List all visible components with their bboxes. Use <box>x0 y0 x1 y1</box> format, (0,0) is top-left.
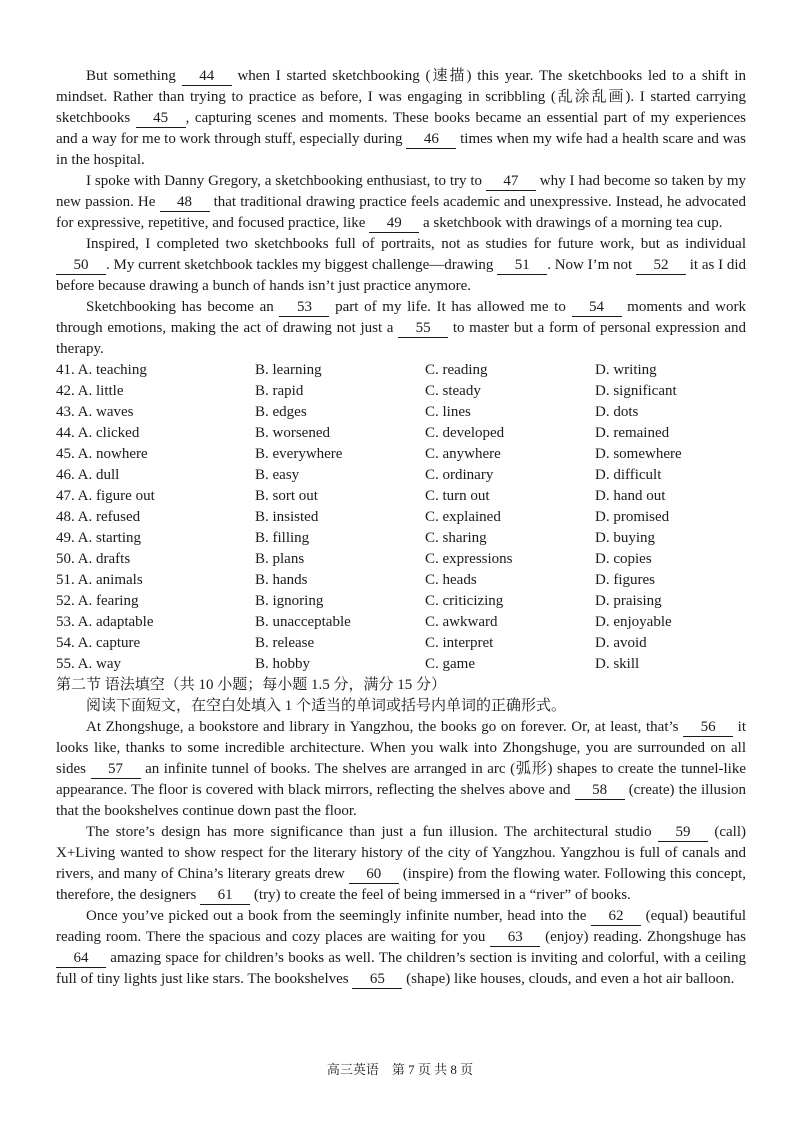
option-53-c: C. awkward <box>425 614 498 630</box>
option-50-d: D. copies <box>595 551 652 567</box>
passage-text: , capturing scenes and moments. These books became an essential part of my experiences and a way for me to work through stuff, especially during <box>56 110 746 147</box>
option-54-b: B. release <box>255 635 315 651</box>
option-47-a: 47. A. figure out <box>56 488 155 504</box>
option-50-b: B. plans <box>255 551 305 567</box>
passage-text: it looks like, thanks to some incredible architecture. When you walk into Zhongshuge, you are surrounded on all sides <box>56 719 747 777</box>
option-54-a: 54. A. capture <box>56 635 141 651</box>
option-41-c: C. reading <box>425 362 488 378</box>
passage-text: a sketchbook with drawings of a morning tea cup. <box>419 215 723 231</box>
cloze-blank-49: 49 <box>369 215 419 233</box>
option-46-a: 46. A. dull <box>56 467 120 483</box>
cloze-options <box>56 360 746 675</box>
option-row-54 <box>56 633 746 654</box>
option-row-53 <box>56 612 746 633</box>
cloze-paragraph <box>56 66 746 171</box>
passage-text: (inspire) from the flowing water. Following this concept, therefore, the designers <box>56 866 747 903</box>
option-42-b: B. rapid <box>255 383 304 399</box>
option-41-b: B. learning <box>255 362 322 378</box>
option-45-b: B. everywhere <box>255 446 343 462</box>
passage-text: to master but a form of personal expression and therapy. <box>56 320 746 357</box>
grammar-paragraph <box>56 717 746 822</box>
option-55-c: C. game <box>425 656 475 672</box>
option-47-b: B. sort out <box>255 488 318 504</box>
passage-text: (equal) beautiful reading room. There the spacious and cozy places are waiting for you <box>56 908 746 945</box>
cloze-blank-62: 62 <box>591 908 641 926</box>
option-row-42 <box>56 381 746 402</box>
cloze-blank-54: 54 <box>572 299 622 317</box>
option-51-d: D. figures <box>595 572 655 588</box>
option-48-a: 48. A. refused <box>56 509 141 525</box>
passage-text: why I had become so taken by my new passion. He <box>56 173 746 210</box>
cloze-blank-47: 47 <box>486 173 536 191</box>
option-43-d: D. dots <box>595 404 639 420</box>
option-43-a: 43. A. waves <box>56 404 134 420</box>
cloze-blank-53: 53 <box>279 299 329 317</box>
option-row-49 <box>56 528 746 549</box>
option-51-a: 51. A. animals <box>56 572 143 588</box>
option-row-41 <box>56 360 746 381</box>
option-53-b: B. unacceptable <box>255 614 351 630</box>
passage-text: it as I did before because drawing a bunch of hands isn’t just practice anymore. <box>56 257 746 294</box>
passage-text: But something <box>86 68 182 84</box>
passage-text: amazing space for children’s books as well. The children’s section is inviting and colorful, with a ceiling full of tiny lights just like stars. The bookshelves <box>56 950 746 987</box>
grammar-paragraph <box>56 906 746 990</box>
page-footer: 高三英语 第 7 页 共 8 页 <box>326 1062 474 1077</box>
option-row-52 <box>56 591 746 612</box>
option-54-d: D. avoid <box>595 635 647 651</box>
option-47-d: D. hand out <box>595 488 666 504</box>
page-content <box>56 66 746 990</box>
passage-text: At Zhongshuge, a bookstore and library in Yangzhou, the books go on forever. Or, at least, that’s <box>86 719 684 735</box>
option-row-45 <box>56 444 746 465</box>
option-41-a: 41. A. teaching <box>56 362 147 378</box>
option-53-a: 53. A. adaptable <box>56 614 154 630</box>
option-52-b: B. ignoring <box>255 593 324 609</box>
option-50-a: 50. A. drafts <box>56 551 131 567</box>
passage-text: . My current sketchbook tackles my biggest challenge—drawing <box>106 257 498 273</box>
passage-text: Sketchbooking has become an <box>86 299 280 315</box>
passage-text: I spoke with Danny Gregory, a sketchbooking enthusiast, to try to <box>86 173 486 189</box>
option-row-50 <box>56 549 746 570</box>
cloze-blank-51: 51 <box>497 257 547 275</box>
option-55-d: D. skill <box>595 656 640 672</box>
passage-text: The store’s design has more significance than just a fun illusion. The architectural studio <box>86 824 658 840</box>
option-43-b: B. edges <box>255 404 307 420</box>
cloze-blank-60: 60 <box>349 866 399 884</box>
grammar-section-heading: 第二节 语法填空（共 10 小题；每小题 1.5 分，满分 15 分） <box>56 677 447 693</box>
option-row-44 <box>56 423 746 444</box>
option-45-a: 45. A. nowhere <box>56 446 148 462</box>
cloze-blank-44: 44 <box>182 68 232 86</box>
cloze-blank-46: 46 <box>406 131 456 149</box>
option-row-48 <box>56 507 746 528</box>
option-55-a: 55. A. way <box>56 656 121 672</box>
option-47-c: C. turn out <box>425 488 490 504</box>
passage-text: (shape) like houses, clouds, and even a hot air balloon. <box>402 971 735 987</box>
cloze-blank-65: 65 <box>352 971 402 989</box>
passage-text: an infinite tunnel of books. The shelves are arranged in arc (弧形) shapes to create the tunnel-like appearance. The floor is covered with black mirrors, reflecting the shelves above and <box>56 761 746 798</box>
option-49-a: 49. A. starting <box>56 530 141 546</box>
option-52-c: C. criticizing <box>425 593 504 609</box>
passage-text: times when my wife had a health scare and was in the hospital. <box>56 131 746 168</box>
passage-text: . Now I’m not <box>547 257 636 273</box>
option-42-c: C. steady <box>425 383 481 399</box>
passage-text: (try) to create the feel of being immersed in a “river” of books. <box>250 887 631 903</box>
cloze-paragraph <box>56 171 746 234</box>
option-43-c: C. lines <box>425 404 471 420</box>
passage-text: when I started sketchbooking (速描) this year. The sketchbooks led to a shift in mindset. Rather than trying to practice as before, I was engaging in scribbling (乱涂乱画). I started carrying sketchbooks <box>56 68 746 126</box>
option-48-b: B. insisted <box>255 509 319 525</box>
cloze-blank-64: 64 <box>56 950 106 968</box>
cloze-blank-56: 56 <box>683 719 733 737</box>
option-49-c: C. sharing <box>425 530 487 546</box>
option-54-c: C. interpret <box>425 635 494 651</box>
cloze-blank-61: 61 <box>200 887 250 905</box>
cloze-blank-50: 50 <box>56 257 106 275</box>
option-51-b: B. hands <box>255 572 308 588</box>
option-50-c: C. expressions <box>425 551 513 567</box>
passage-text: part of my life. It has allowed me to <box>329 299 572 315</box>
option-52-d: D. praising <box>595 593 662 609</box>
cloze-blank-45: 45 <box>136 110 186 128</box>
option-55-b: B. hobby <box>255 656 311 672</box>
option-44-b: B. worsened <box>255 425 330 441</box>
option-row-43 <box>56 402 746 423</box>
cloze-paragraph <box>56 297 746 360</box>
option-45-c: C. anywhere <box>425 446 501 462</box>
option-42-d: D. significant <box>595 383 677 399</box>
passage-text: moments and work through emotions, making the act of drawing not just a <box>56 299 747 336</box>
option-46-b: B. easy <box>255 467 300 483</box>
option-53-d: D. enjoyable <box>595 614 672 630</box>
option-49-d: D. buying <box>595 530 655 546</box>
option-44-c: C. developed <box>425 425 505 441</box>
option-41-d: D. writing <box>595 362 657 378</box>
cloze-blank-57: 57 <box>91 761 141 779</box>
cloze-blank-52: 52 <box>636 257 686 275</box>
grammar-passage <box>56 717 746 990</box>
cloze-blank-55: 55 <box>398 320 448 338</box>
grammar-instruction: 阅读下面短文，在空白处填入 1 个适当的单词或括号内单词的正确形式。 <box>86 698 567 714</box>
cloze-blank-63: 63 <box>490 929 540 947</box>
option-44-a: 44. A. clicked <box>56 425 140 441</box>
passage-text: (enjoy) reading. Zhongshuge has <box>540 929 746 945</box>
option-44-d: D. remained <box>595 425 670 441</box>
option-row-55 <box>56 654 746 675</box>
cloze-blank-58: 58 <box>575 782 625 800</box>
passage-text: that traditional drawing practice feels academic and unexpressive. Instead, he advocated for expressive, repetitive, and focused practice, like <box>56 194 746 231</box>
option-row-46 <box>56 465 746 486</box>
option-row-51 <box>56 570 746 591</box>
cloze-blank-48: 48 <box>160 194 210 212</box>
option-45-d: D. somewhere <box>595 446 682 462</box>
option-42-a: 42. A. little <box>56 383 124 399</box>
cloze-paragraph <box>56 234 746 297</box>
option-46-c: C. ordinary <box>425 467 494 483</box>
passage-text: Once you’ve picked out a book from the seemingly infinite number, head into the <box>86 908 591 924</box>
passage-text: Inspired, I completed two sketchbooks full of portraits, not as studies for future work, but as individual <box>86 236 746 252</box>
cloze-passage <box>56 66 746 360</box>
option-46-d: D. difficult <box>595 467 662 483</box>
grammar-paragraph <box>56 822 746 906</box>
option-51-c: C. heads <box>425 572 477 588</box>
option-48-c: C. explained <box>425 509 501 525</box>
option-row-47 <box>56 486 746 507</box>
option-48-d: D. promised <box>595 509 670 525</box>
option-52-a: 52. A. fearing <box>56 593 139 609</box>
option-49-b: B. filling <box>255 530 310 546</box>
cloze-blank-59: 59 <box>658 824 708 842</box>
passage-text: (call) X+Living wanted to show respect for the literary history of the city of Yangzhou. Yangzhou is full of canals and rivers, and many of China’s literary greats drew <box>56 824 746 882</box>
passage-text: (create) the illusion that the bookshelves continue down past the floor. <box>56 782 746 819</box>
